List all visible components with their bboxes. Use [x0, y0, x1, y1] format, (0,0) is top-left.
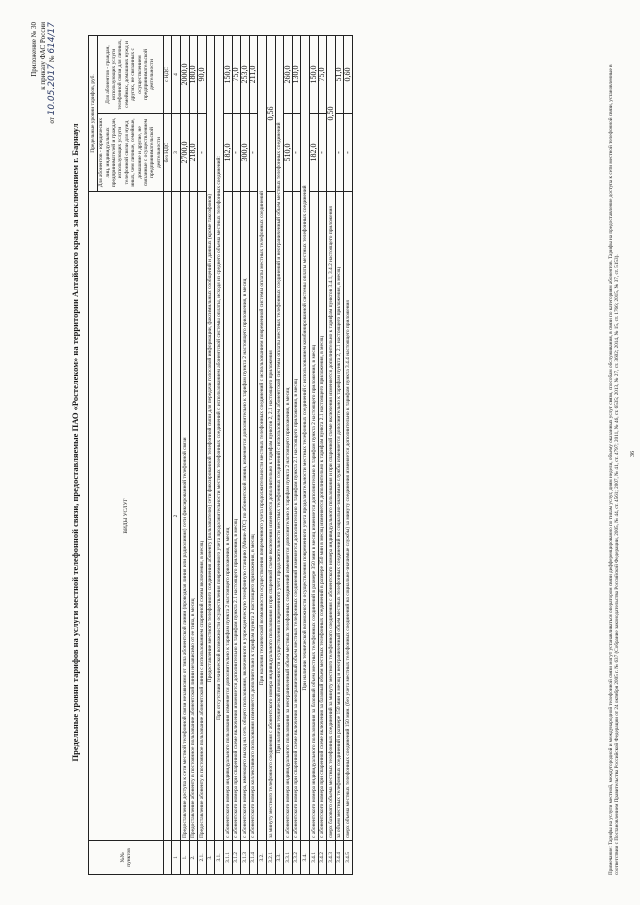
- row-service: за минуту местного телефонного соединения с абонентского номера индивидуального пользования и при спаренной схеме включения изменяется дополнительно к тарифам пунктов 2, 2.1 настоящего приложения: [266, 192, 275, 841]
- table-row: [206, 36, 215, 875]
- row-number: 3.1.1: [224, 841, 233, 875]
- header-col-b: Для абонентов - граждан, использующих услуги телефонной связи для личных, семейных, домашних нужд и других, не связанных с осуществлением предпринимательской деятельности: [97, 36, 163, 114]
- row-value-with-vat: 130,0: [292, 36, 301, 114]
- table-row: [292, 36, 301, 875]
- row-service: При наличии технической возможности осуществления повременного учета продолжительности местных телефонных соединений с использованием повременной системы оплаты местных телефонных соединений: [258, 36, 267, 841]
- row-value-with-vat: 150,0: [224, 36, 233, 114]
- row-value-with-vat: 260,0: [284, 36, 293, 114]
- table-row: [241, 36, 250, 875]
- table-row: [189, 36, 198, 875]
- row-value-without-vat: -: [318, 114, 327, 192]
- row-value-with-vat: 75,0: [318, 36, 327, 114]
- notes-heading: Примечание:: [608, 846, 614, 875]
- row-number: 3.3.: [275, 841, 284, 875]
- row-service: сверх базового объема местных телефонных соединений за минуту местного телефонного соединения с абонентского номера индивидуального пользования и при спаренной схеме включения изменяется дополнительно к тарифам пунктов 3.4.1, 3.4.2 настоящего приложения: [327, 192, 336, 841]
- row-number: 3.3.1: [284, 841, 293, 875]
- row-number: 3.3.2: [292, 841, 301, 875]
- row-value-combined: 0,50: [327, 36, 336, 192]
- table-row: [318, 36, 327, 875]
- index-4: 4: [172, 36, 181, 114]
- table-row: [284, 36, 293, 875]
- row-number: 2.: [189, 841, 198, 875]
- row-number: 3.4.2: [318, 841, 327, 875]
- table-row: [224, 36, 233, 875]
- row-number: 3.4.: [301, 841, 310, 875]
- row-service: При наличии технической возможности осуществления повременного учета продолжительности местных телефонных соединений с использованием абонентской системы оплаты местных телефонных соединений и неограниченный объем местных телефонных соединений: [275, 36, 284, 841]
- notes-text: Тарифы на услуги местной, междугородной и международной телефонной связи могут устанавливаться оператором связи дифференцированно по типам услуг, дням недели, объему оказанных услуг связи, способам обслуживания, в связи по категориям абонентов. Тарифы на предоставление доступа к сети местной телефонной связи, установленные в соответствии с Постановлением Правительства Российской Федерации от 24 октября 2005 г. № 637 (Собрание законодательства Российской Федерации, 2005, № 44, ст. 4561; 2007, № 41, ст. 4797; 2011, № 46, ст. 6535; 2013, № 27, ст. 3602; 2014, № 15, ст. 1766; 2015, № 37, ст. 5153).: [608, 64, 620, 875]
- header-col-a: Для абонентов - юридических лиц, индивидуальных предпринимателей и граждан, использующих услуги телефонной связи для нужд иных, чем личные, семейные, домашние и другие, не связанные с осуществлением предпринимательской деятельности: [97, 114, 163, 192]
- row-value-without-vat: -: [198, 114, 207, 192]
- row-value-without-vat: 300,0: [241, 114, 250, 192]
- table-row: [198, 36, 207, 875]
- order-reference: к приказу ФАС России: [39, 22, 47, 90]
- table-row: [266, 36, 275, 875]
- document-title: Предельные уровни тарифов на услуги местной телефонной связи, предоставляемые ПАО «Ростелеком» на территории Алтайского края, за исключением г. Барнаул: [70, 123, 80, 762]
- row-number: 3.2.1: [266, 841, 275, 875]
- handwritten-date: 10.05.2017: [47, 63, 57, 116]
- handwritten-number: 614/17: [47, 22, 57, 54]
- index-1: 1: [172, 841, 181, 875]
- index-2: 2: [172, 192, 181, 841]
- row-number: 3.1.4: [249, 841, 258, 875]
- row-value-combined: 0,56: [266, 36, 275, 192]
- row-service: с абонентского номера при спаренной схеме включения за базовый объем местных телефонных соединений в размере 350 мин в месяц изменяется дополнительно к тарифам пункта 2.1 настоящего приложения, в месяц: [318, 192, 327, 841]
- row-value-with-vat: 253,0: [241, 36, 250, 114]
- row-value-with-vat: 150,0: [309, 36, 318, 114]
- row-value-without-vat: 2700,0: [181, 114, 190, 192]
- tariff-rows: [181, 36, 353, 875]
- row-value-with-vat: 51,0: [335, 36, 344, 114]
- header-col-b-unit: с НДС: [163, 36, 172, 114]
- row-service: с абонентского номера при спаренной схеме включения за неограниченный объем местных телефонных соединений изменяется дополнительно к тарифам пункта 2.1 настоящего приложения, в месяц: [292, 192, 301, 841]
- row-value-with-vat: 75,0: [232, 36, 241, 114]
- row-value-without-vat: -: [292, 114, 301, 192]
- row-number: 2.1.: [198, 841, 207, 875]
- row-number: 3.4.3: [327, 841, 336, 875]
- table-row: [327, 36, 336, 875]
- row-number: 3.: [206, 841, 215, 875]
- header-number: №№ пунктов: [89, 841, 164, 875]
- row-value-with-vat: 2000,0: [181, 36, 190, 114]
- appendix-number: Приложение № 30: [30, 22, 38, 77]
- header-tariffs: Предельные уровни тарифов, руб.: [89, 36, 98, 192]
- row-service: Предоставление абоненту в постоянное пользование абонентской линии с использованием спаренной схемы включения, в месяц: [198, 192, 207, 841]
- row-value-without-vat: -: [232, 114, 241, 192]
- row-service: Предоставление абоненту в постоянное пользование абонентской линии независимо от ее типа, в месяц: [189, 192, 198, 841]
- row-number: 3.4.5: [344, 841, 353, 875]
- notes: [608, 40, 620, 875]
- row-service: При наличии технической возможности осуществления повременного учета продолжительности местных телефонных соединений с использованием комбинированной системы оплаты местных телефонных соединений: [301, 36, 310, 841]
- table-row: [335, 36, 344, 875]
- index-3: 3: [172, 114, 181, 192]
- row-number: 3.4.4: [335, 841, 344, 875]
- table-row: [249, 36, 258, 875]
- tariff-table: [88, 35, 353, 875]
- row-service: Предоставление доступа к сети местной телефонной связи независимо от типа абонентской линии (проводная линия или радиолиния) сети фиксированной телефонной связи: [181, 192, 190, 841]
- header-services: ВИДЫ УСЛУГ: [89, 192, 164, 841]
- page-number: 36: [630, 451, 636, 457]
- header-col-a-unit: без НДС: [163, 114, 172, 192]
- row-value-without-vat: -: [249, 114, 258, 192]
- row-service: за объем местных телефонных соединений в размере 150 мин в месяц и неограниченный объем местных телефонных соединений на социально-значимые службы изменяется дополнительно к тарифам пункта 2, 2.1 настоящего приложения, в месяц: [335, 192, 344, 841]
- row-service: Предоставление местного телефонного соединения абоненту (пользователю) сети фиксированной телефонной связи для передачи голосовой информации, факсимильных сообщений и данных (кроме таксофонов): [206, 36, 215, 841]
- row-value-with-vat: 90,0: [198, 36, 207, 114]
- row-service: с абонентского номера индивидуального пользования за неограниченный объем местных телефонных соединений изменяется дополнительно к тарифам пункта 2 настоящего приложения, в месяц: [284, 192, 293, 841]
- row-number: 3.1.2: [232, 841, 241, 875]
- row-service: с абонентского номера индивидуального пользования за базовый объем местных телефонных соединений в размере 350 мин в месяц изменяется дополнительно к тарифам пункта 2 настоящего приложения, в месяц: [309, 192, 318, 841]
- row-value-without-vat: 182,0: [309, 114, 318, 192]
- row-value-without-vat: 510,0: [284, 114, 293, 192]
- row-service: с абонентского номера, имеющего выход на сеть общего пользования, включенного в учрежденческую телефонную станцию (Мини-АТС) по абонентской линии, изменяется дополнительно к тарифам пункта 2 настоящего приложения, в месяц: [241, 192, 250, 841]
- row-value-with-vat: 180,0: [189, 36, 198, 114]
- row-service: сверх объема местных телефонных соединений 150 мин. (без учета местных телефонных соединений на социально-значимые службы) за минуту соединения изменяется дополнительно к тарифам пункта 3.4.4 настоящего приложения: [344, 192, 353, 841]
- row-number: 3.1.3: [241, 841, 250, 875]
- row-service: с абонентского номера индивидуального пользования изменяется дополнительно к тарифам пункта 2 настоящего приложения, в месяц: [224, 192, 233, 841]
- appendix-header: [30, 22, 57, 124]
- row-value-without-vat: 218,0: [189, 114, 198, 192]
- table-row: [344, 36, 353, 875]
- table-row: [258, 36, 267, 875]
- row-service: При отсутствии технической возможности осуществления повременного учета продолжительности местных телефонных соединений с использованием абонентской системы оплаты, исходя из среднего объема местных телефонных соединений:: [215, 36, 224, 841]
- row-value-without-vat: 182,0: [224, 114, 233, 192]
- row-number: 3.1.: [215, 841, 224, 875]
- table-row: [309, 36, 318, 875]
- order-date-line: от 10.05.2017 № 614/17: [47, 22, 57, 124]
- row-number: 3.2.: [258, 841, 267, 875]
- row-value-with-vat: 211,0: [249, 36, 258, 114]
- row-number: 1.: [181, 841, 190, 875]
- row-value-without-vat: -: [344, 114, 353, 192]
- row-value-with-vat: 0,60: [344, 36, 353, 114]
- row-service: с абонентского номера коллективного пользования изменяется дополнительно к тарифам пункта 2 настоящего приложения, в месяц: [249, 192, 258, 841]
- row-number: 3.4.1: [309, 841, 318, 875]
- row-value-without-vat: -: [335, 114, 344, 192]
- row-service: с абонентского номера при спаренной схеме включения изменяется дополнительно к тарифам пункта 2.1 настоящего приложения, в месяц: [232, 192, 241, 841]
